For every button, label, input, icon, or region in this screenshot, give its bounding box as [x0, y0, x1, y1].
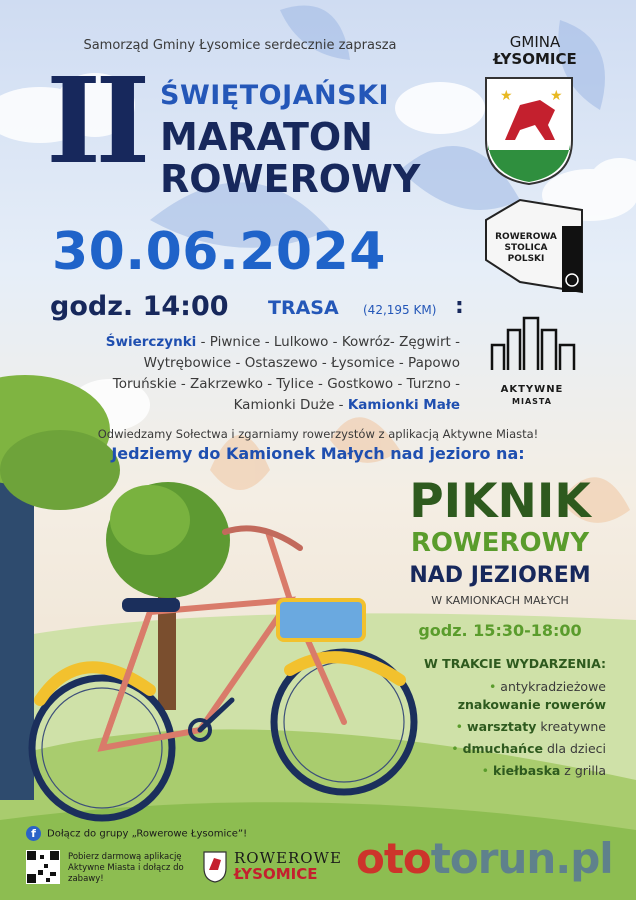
title-line-3: ROWEROWY — [160, 157, 421, 201]
svg-text:★: ★ — [550, 88, 563, 104]
route-line-1 — [40, 332, 460, 353]
facebook-group-link[interactable] — [26, 826, 247, 841]
aktywne-miasta-label — [487, 384, 577, 408]
destination-text: Jedziemy do Kamionek Małych nad jezioro na: — [111, 444, 525, 463]
route-start: Świerczynki — [105, 334, 197, 350]
brand-line-2: ŁYSOMICE — [234, 865, 318, 883]
gmina-label — [480, 34, 590, 68]
facebook-icon: f — [26, 826, 41, 841]
app-download-text: Pobierz darmową aplikację Aktywne Miasta i dołącz do zabawy! — [68, 852, 184, 884]
activity-4 — [482, 762, 606, 780]
picnic-title: PIKNIK — [409, 474, 591, 529]
brand-line-1: ROWEROWE — [234, 849, 342, 867]
rowerowa-stolica-label — [486, 232, 566, 265]
event-date: 30.06.2024 — [52, 222, 386, 282]
title-line-1: ŚWIĘTOJAŃSKI — [160, 80, 390, 111]
activity-2-highlight: warsztaty — [467, 719, 537, 734]
bullet-icon: • — [488, 679, 497, 694]
route-distance: (42,195 KM) — [363, 303, 437, 317]
route-end: Kamionki Małe — [347, 397, 460, 413]
edition-numeral: II — [46, 51, 145, 190]
route-label: TRASA — [268, 297, 339, 319]
invite-text: Samorząd Gminy Łysomice serdecznie zaprasza — [83, 38, 397, 53]
aktywne-miasta-logo — [492, 318, 574, 370]
activity-3-highlight: dmuchańce — [462, 741, 543, 756]
title-line-2: MARATON — [160, 115, 373, 159]
activity-3-text: dla dzieci — [542, 741, 606, 756]
svg-text:★: ★ — [500, 88, 513, 104]
activities-heading: W TRAKCIE WYDARZENIA: — [424, 656, 606, 671]
rsp-line1: ROWEROWA — [495, 232, 557, 242]
route-list — [40, 332, 460, 416]
activity-1-bold — [458, 696, 606, 714]
qr-code — [26, 850, 60, 884]
picnic-place: W KAMIONKACH MAŁYCH — [431, 594, 569, 607]
route-line-3: Toruńskie - Zakrzewko - Tylice - Gostkowo - Turzno - — [112, 376, 460, 392]
activity-1-highlight: znakowanie rowerów — [457, 697, 606, 712]
activity-1-text: antykradzieżowe — [500, 679, 606, 694]
rowerowe-lysomice-logo — [204, 852, 226, 882]
watermark-part-1: oto — [356, 834, 431, 883]
route-line-4 — [40, 395, 460, 416]
route-line1-rest: - Piwnice - Lulkowo - Kowróz- Zęgwirt - — [196, 334, 460, 350]
visit-text: Odwiedzamy Sołectwa i zgarniamy rowerzystów z aplikacją Aktywne Miasta! — [97, 427, 539, 441]
site-watermark — [356, 834, 613, 883]
gmina-coat-of-arms — [486, 78, 572, 184]
activity-2 — [456, 718, 606, 736]
activity-4-highlight: kiełbaska — [493, 763, 561, 778]
bullet-icon: • — [451, 741, 459, 756]
am-line1: AKTYWNE — [500, 384, 564, 395]
route-line-2: Wytrębowice - Ostaszewo - Łysomice - Papowo — [143, 355, 460, 371]
route-colon: : — [455, 294, 464, 319]
activity-2-text: kreatywne — [536, 719, 606, 734]
picnic-time: godz. 15:30-18:00 — [418, 621, 582, 640]
picnic-location-title: NAD JEZIOREM — [409, 563, 591, 588]
rsp-line3: POLSKI — [507, 254, 545, 264]
activity-3 — [451, 740, 606, 758]
facebook-group-text: Dołącz do grupy „Rowerowe Łysomice”! — [47, 828, 248, 840]
gmina-label-line1: GMINA — [509, 33, 561, 51]
activity-4-text: z grilla — [560, 763, 606, 778]
event-time: godz. 14:00 — [50, 291, 229, 322]
watermark-part-2: torun.pl — [430, 834, 613, 883]
rsp-line2: STOLICA — [504, 243, 548, 253]
gmina-label-line2: ŁYSOMICE — [493, 50, 577, 68]
activity-1 — [489, 678, 606, 696]
bullet-icon: • — [455, 719, 464, 734]
bullet-icon: • — [481, 763, 490, 778]
route-line4-start: Kamionki Duże - — [233, 397, 348, 413]
picnic-subtitle: ROWEROWY — [410, 528, 590, 558]
am-line2: MIASTA — [512, 397, 552, 406]
